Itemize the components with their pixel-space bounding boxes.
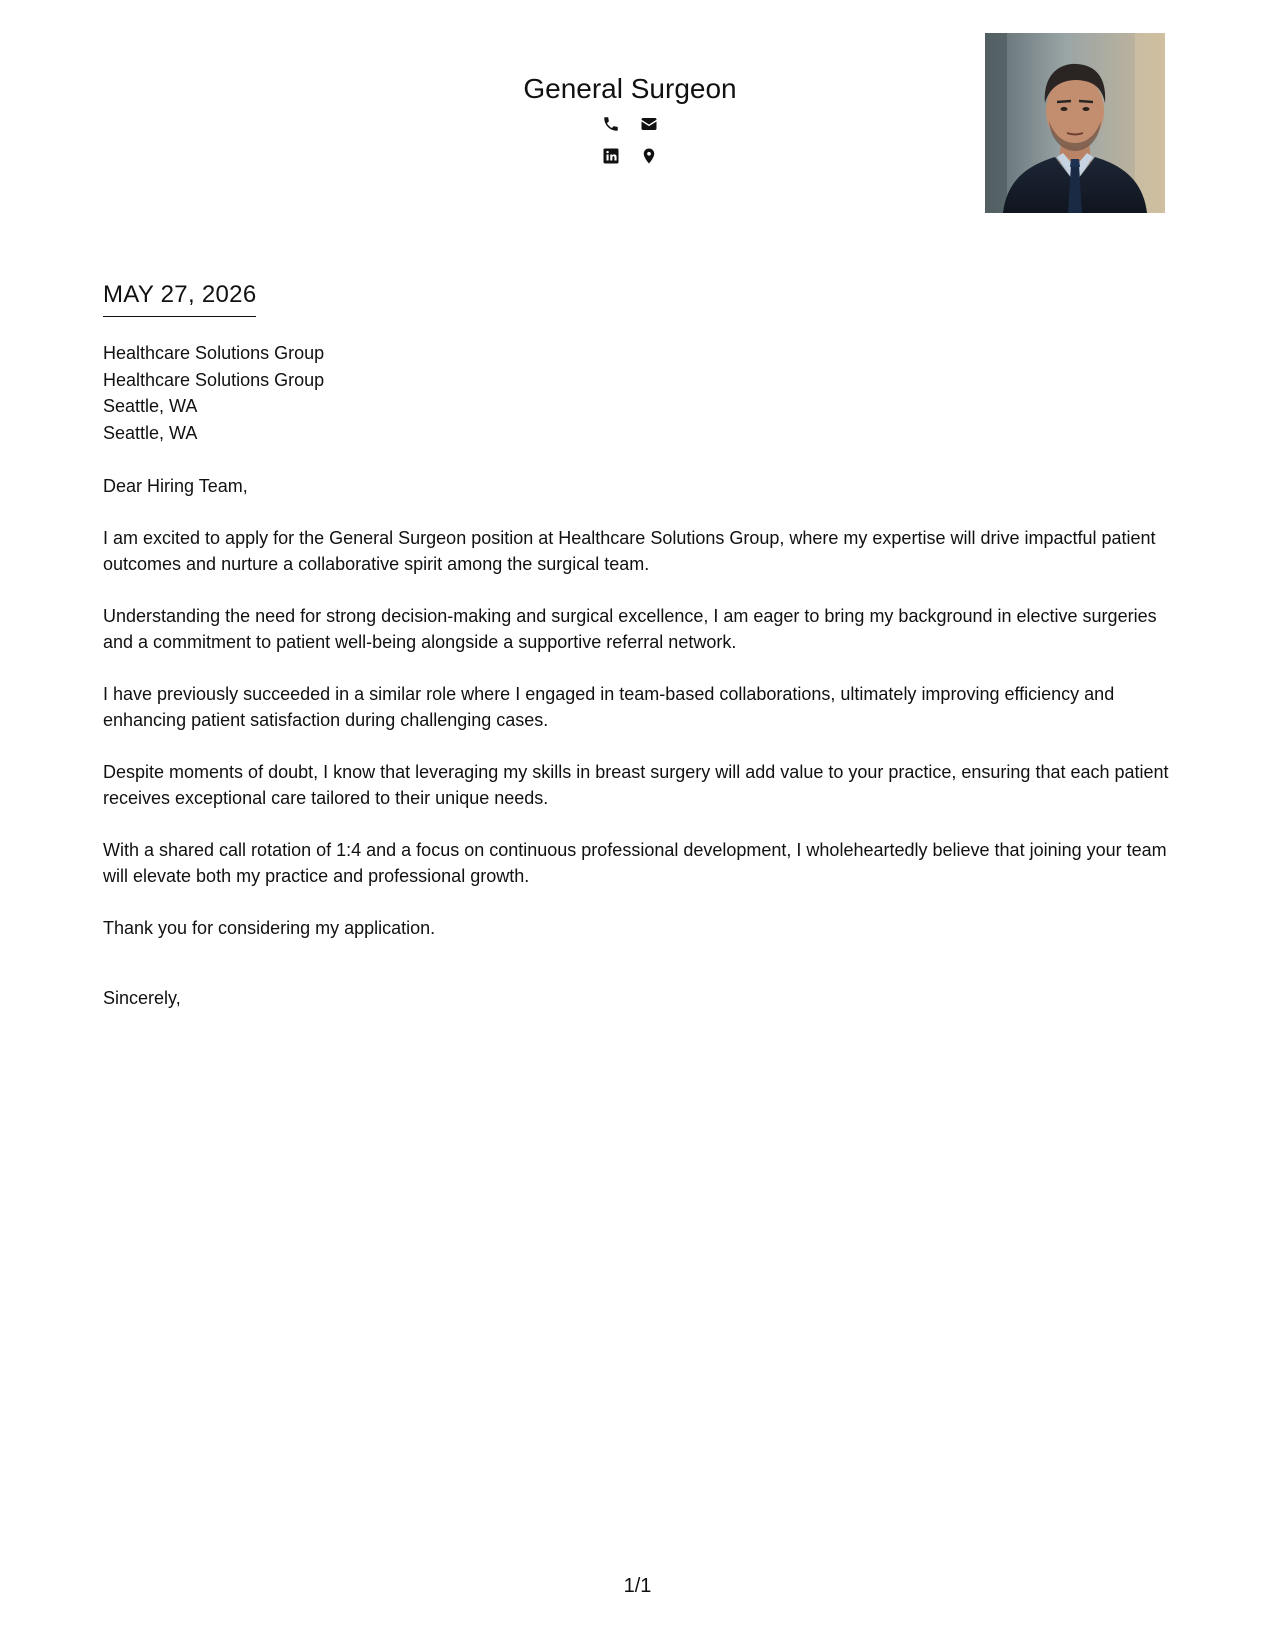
page-number: 1/1 (623, 1575, 652, 1597)
job-title: General Surgeon (523, 73, 737, 104)
profile-photo (985, 33, 1165, 213)
signoff: Sincerely, (103, 988, 181, 1008)
letter-header (0, 0, 1275, 240)
body-paragraph: Despite moments of doubt, I know that leveraging my skills in breast surgery will add value to your practice, ensuring that each patient receives exceptional care tailored to their unique needs. (103, 762, 1169, 808)
letter-body (103, 473, 1178, 1011)
body-paragraph: With a shared call rotation of 1:4 and a focus on continuous professional development, I wholeheartedly believe that joining your team will elevate both my practice and professional growth. (103, 840, 1167, 886)
recipient-line-2: Healthcare Solutions Group (103, 369, 325, 390)
recipient-line-3: Seattle, WA (103, 396, 198, 416)
closing-thanks: Thank you for considering my application. (103, 918, 436, 938)
recipient-line-1: Healthcare Solutions Group (103, 343, 325, 363)
body-paragraph: I have previously succeeded in a similar role where I engaged in team-based collaborations, ultimately improving efficiency and enhancing patient satisfaction during challenging cases. (103, 684, 1115, 730)
salutation: Dear Hiring Team, (103, 476, 248, 496)
body-paragraph: I am excited to apply for the General Surgeon position at Healthcare Solutions Group, where my expertise will drive impactful patient outcomes and nurture a collaborative spirit among the surgical team. (103, 528, 1156, 574)
recipient-address (103, 340, 324, 446)
body-paragraph: Understanding the need for strong decision-making and surgical excellence, I am eager to bring my background in elective surgeries and a commitment to patient well-being alongside a supportive referral network. (103, 606, 1157, 652)
recipient-line-4: Seattle, WA (103, 422, 198, 443)
location-pin-icon[interactable] (639, 146, 659, 166)
phone-icon[interactable] (601, 114, 621, 134)
envelope-icon[interactable] (639, 114, 659, 134)
letter-date: MAY 27, 2026 (103, 280, 256, 317)
linkedin-icon[interactable] (601, 146, 621, 166)
